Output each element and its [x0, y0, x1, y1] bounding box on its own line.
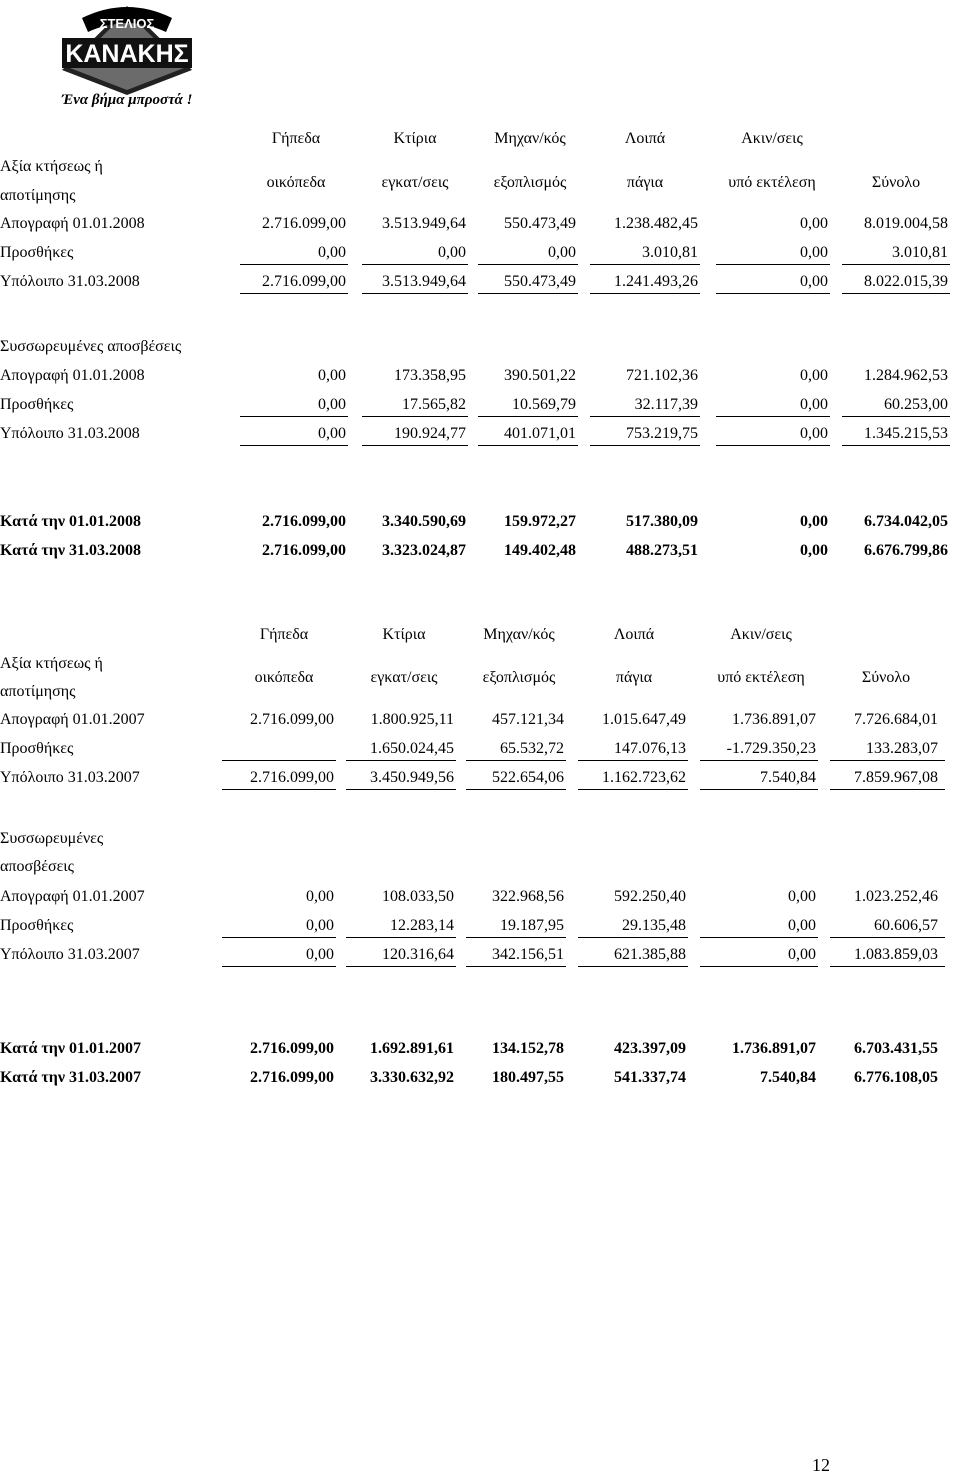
value-cell: 322.968,56 [492, 888, 564, 905]
column-header: Ακιν/σεις [730, 626, 792, 643]
value-cell: 2.716.099,00 [250, 769, 334, 786]
column-header: Κτίρια [382, 626, 426, 643]
value-cell: 120.316,64 [382, 946, 454, 963]
value-cell: 29.135,48 [622, 917, 686, 934]
total-line [716, 293, 830, 294]
row-label: Υπόλοιπο 31.03.2007 [0, 946, 140, 963]
value-cell: 0,00 [800, 244, 828, 261]
subtotal-line [346, 760, 456, 761]
value-cell: 3.010,81 [642, 244, 698, 261]
column-header: εξοπλισμός [493, 174, 567, 191]
value-cell: 1.284.962,53 [864, 367, 948, 384]
value-cell: 0,00 [306, 946, 334, 963]
subtotal-line [240, 264, 348, 265]
value-cell: 0,00 [788, 888, 816, 905]
value-cell: 2.716.099,00 [250, 1040, 334, 1057]
total-line [478, 445, 578, 446]
column-header: εγκατ/σεις [381, 174, 449, 191]
column-header: Κτίρια [393, 130, 437, 147]
value-cell: 3.450.949,56 [370, 769, 454, 786]
total-line [830, 966, 945, 967]
value-cell: 423.397,09 [614, 1040, 686, 1057]
value-cell: 19.187,95 [500, 917, 564, 934]
value-cell: 60.606,57 [874, 917, 938, 934]
value-cell: 7.540,84 [760, 769, 816, 786]
value-cell: 0,00 [318, 396, 346, 413]
subtotal-line [466, 937, 566, 938]
value-cell: 8.022.015,39 [864, 273, 948, 290]
section-title: αποσβέσεις [0, 858, 74, 875]
column-header: Ακιν/σεις [741, 130, 803, 147]
value-cell: 1.736.891,07 [732, 711, 816, 728]
value-cell: 0,00 [788, 917, 816, 934]
value-cell: 134.152,78 [492, 1040, 564, 1057]
value-cell: 0,00 [800, 542, 828, 559]
value-cell: 0,00 [318, 244, 346, 261]
value-cell: 0,00 [318, 367, 346, 384]
subtotal-line [590, 416, 700, 417]
row-label: Υπόλοιπο 31.03.2007 [0, 769, 140, 786]
value-cell: 1.083.859,03 [854, 946, 938, 963]
total-line [830, 789, 945, 790]
value-cell: 517.380,09 [626, 513, 698, 530]
row-label: Απογραφή 01.01.2007 [0, 711, 145, 728]
row-label: Προσθήκες [0, 740, 74, 757]
total-line [842, 293, 950, 294]
row-label: Απογραφή 01.01.2008 [0, 367, 145, 384]
value-cell: 0,00 [306, 917, 334, 934]
value-cell: 7.540,84 [760, 1069, 816, 1086]
column-header: πάγια [626, 174, 664, 191]
value-cell: 7.726.684,01 [854, 711, 938, 728]
total-line [222, 789, 336, 790]
column-header: Σύνολο [871, 174, 921, 191]
value-cell: 2.716.099,00 [262, 215, 346, 232]
value-cell: 550.473,49 [504, 273, 576, 290]
subtotal-line [700, 937, 818, 938]
column-header: υπό εκτέλεση [728, 174, 816, 191]
value-cell: 0,00 [800, 273, 828, 290]
value-cell: 6.703.431,55 [854, 1040, 938, 1057]
value-cell: 6.676.799,86 [864, 542, 948, 559]
section-title: αποτίμησης [0, 187, 76, 204]
value-cell: 721.102,36 [626, 367, 698, 384]
row-label: Υπόλοιπο 31.03.2008 [0, 273, 140, 290]
column-header: Μηχαν/κός [483, 626, 555, 643]
value-cell: 147.076,13 [614, 740, 686, 757]
subtotal-line [842, 264, 950, 265]
column-header: Γήπεδα [259, 626, 309, 643]
logo-slogan: Ένα βήμα μπροστά ! [61, 92, 193, 108]
value-cell: 65.532,72 [500, 740, 564, 757]
column-header: πάγια [615, 669, 653, 686]
value-cell: 541.337,74 [614, 1069, 686, 1086]
value-cell: 457.121,34 [492, 711, 564, 728]
total-line [716, 445, 830, 446]
total-line [466, 789, 566, 790]
column-header: εξοπλισμός [482, 669, 556, 686]
value-cell: 3.513.949,64 [382, 215, 466, 232]
subtotal-line [466, 760, 566, 761]
subtotal-line [578, 937, 688, 938]
value-cell: 2.716.099,00 [250, 711, 334, 728]
value-cell: 1.650.024,45 [370, 740, 454, 757]
subtotal-line [700, 760, 818, 761]
logo-top-text: ΣΤΕΛΙΟΣ [99, 16, 155, 31]
value-cell: 190.924,77 [394, 425, 466, 442]
value-cell: 753.219,75 [626, 425, 698, 442]
company-logo [52, 0, 202, 110]
subtotal-line [346, 937, 456, 938]
total-line [362, 293, 468, 294]
value-cell: 108.033,50 [382, 888, 454, 905]
row-label: Απογραφή 01.01.2008 [0, 215, 145, 232]
value-cell: 3.323.024,87 [382, 542, 466, 559]
value-cell: 592.250,40 [614, 888, 686, 905]
value-cell: 0,00 [318, 425, 346, 442]
column-header: Μηχαν/κός [494, 130, 566, 147]
column-header: Σύνολο [861, 669, 911, 686]
value-cell: 1.736.891,07 [732, 1040, 816, 1057]
value-cell: 3.513.949,64 [382, 273, 466, 290]
value-cell: 6.734.042,05 [864, 513, 948, 530]
total-line [346, 966, 456, 967]
value-cell: 1.023.252,46 [854, 888, 938, 905]
logo-brand: ΚΑΝΑΚΗΣ [65, 40, 189, 68]
section-title: Αξία κτήσεως ή [0, 158, 103, 175]
value-cell: 60.253,00 [884, 396, 948, 413]
value-cell: 401.071,01 [504, 425, 576, 442]
value-cell: 0,00 [800, 396, 828, 413]
value-cell: 342.156,51 [492, 946, 564, 963]
value-cell: 2.716.099,00 [262, 513, 346, 530]
value-cell: 1.345.215,53 [864, 425, 948, 442]
subtotal-line [590, 264, 700, 265]
value-cell: 0,00 [800, 367, 828, 384]
section-title: Συσσωρευμένες [0, 830, 104, 847]
row-label: Υπόλοιπο 31.03.2008 [0, 425, 140, 442]
value-cell: 390.501,22 [504, 367, 576, 384]
value-cell: 173.358,95 [394, 367, 466, 384]
value-cell: 17.565,82 [402, 396, 466, 413]
subtotal-line [478, 416, 578, 417]
value-cell: 522.654,06 [492, 769, 564, 786]
total-line [222, 966, 336, 967]
total-line [478, 293, 578, 294]
total-line [240, 293, 348, 294]
column-header: εγκατ/σεις [370, 669, 438, 686]
subtotal-line [842, 416, 950, 417]
value-cell: 133.283,07 [866, 740, 938, 757]
row-label: Κατά την 01.01.2008 [0, 513, 141, 530]
value-cell: 10.569,79 [512, 396, 576, 413]
row-label: Κατά την 31.03.2008 [0, 542, 141, 559]
column-header: οικόπεδα [254, 669, 314, 686]
total-line [700, 966, 818, 967]
subtotal-line [830, 760, 945, 761]
value-cell: 2.716.099,00 [250, 1069, 334, 1086]
value-cell: 0,00 [438, 244, 466, 261]
column-header: υπό εκτέλεση [717, 669, 805, 686]
total-line [578, 966, 688, 967]
section-title: Αξία κτήσεως ή [0, 655, 103, 672]
total-line [842, 445, 950, 446]
value-cell: 8.019.004,58 [864, 215, 948, 232]
value-cell: 0,00 [800, 425, 828, 442]
column-header: Λοιπά [613, 626, 655, 643]
value-cell: 0,00 [788, 946, 816, 963]
value-cell: 1.800.925,11 [370, 711, 454, 728]
value-cell: 0,00 [800, 513, 828, 530]
subtotal-line [240, 416, 348, 417]
total-line [362, 445, 468, 446]
value-cell: 0,00 [306, 888, 334, 905]
value-cell: 149.402,48 [504, 542, 576, 559]
total-line [578, 789, 688, 790]
value-cell: 0,00 [548, 244, 576, 261]
column-header: Λοιπά [624, 130, 666, 147]
subtotal-line [222, 937, 336, 938]
value-cell: 3.330.632,92 [370, 1069, 454, 1086]
value-cell: 180.497,55 [492, 1069, 564, 1086]
value-cell: 1.692.891,61 [370, 1040, 454, 1057]
value-cell: 2.716.099,00 [262, 273, 346, 290]
total-line [590, 293, 700, 294]
section-title: Συσσωρευμένες αποσβέσεις [0, 338, 182, 355]
subtotal-line [478, 264, 578, 265]
subtotal-line [578, 760, 688, 761]
total-line [590, 445, 700, 446]
total-line [700, 789, 818, 790]
subtotal-line [362, 264, 468, 265]
subtotal-line [222, 760, 336, 761]
value-cell: 0,00 [800, 215, 828, 232]
value-cell: 12.283,14 [390, 917, 454, 934]
section-title: αποτίμησης [0, 683, 76, 700]
value-cell: 1.238.482,45 [614, 215, 698, 232]
value-cell: 159.972,27 [504, 513, 576, 530]
row-label: Προσθήκες [0, 917, 74, 934]
subtotal-line [716, 416, 830, 417]
subtotal-line [716, 264, 830, 265]
value-cell: 488.273,51 [626, 542, 698, 559]
value-cell: -1.729.350,23 [726, 740, 816, 757]
total-line [346, 789, 456, 790]
value-cell: 2.716.099,00 [262, 542, 346, 559]
column-header: Γήπεδα [271, 130, 321, 147]
subtotal-line [830, 937, 945, 938]
row-label: Απογραφή 01.01.2007 [0, 888, 145, 905]
value-cell: 7.859.967,08 [854, 769, 938, 786]
total-line [240, 445, 348, 446]
row-label: Κατά την 31.03.2007 [0, 1069, 141, 1086]
value-cell: 621.385,88 [614, 946, 686, 963]
row-label: Κατά την 01.01.2007 [0, 1040, 141, 1057]
value-cell: 550.473,49 [504, 215, 576, 232]
row-label: Προσθήκες [0, 396, 74, 413]
value-cell: 1.241.493,26 [614, 273, 698, 290]
value-cell: 6.776.108,05 [854, 1069, 938, 1086]
value-cell: 32.117,39 [634, 396, 698, 413]
value-cell: 1.015.647,49 [602, 711, 686, 728]
value-cell: 3.010,81 [892, 244, 948, 261]
value-cell: 1.162.723,62 [602, 769, 686, 786]
value-cell: 3.340.590,69 [382, 513, 466, 530]
total-line [466, 966, 566, 967]
page-number: 12 [812, 1455, 830, 1475]
row-label: Προσθήκες [0, 244, 74, 261]
subtotal-line [362, 416, 468, 417]
column-header: οικόπεδα [266, 174, 326, 191]
